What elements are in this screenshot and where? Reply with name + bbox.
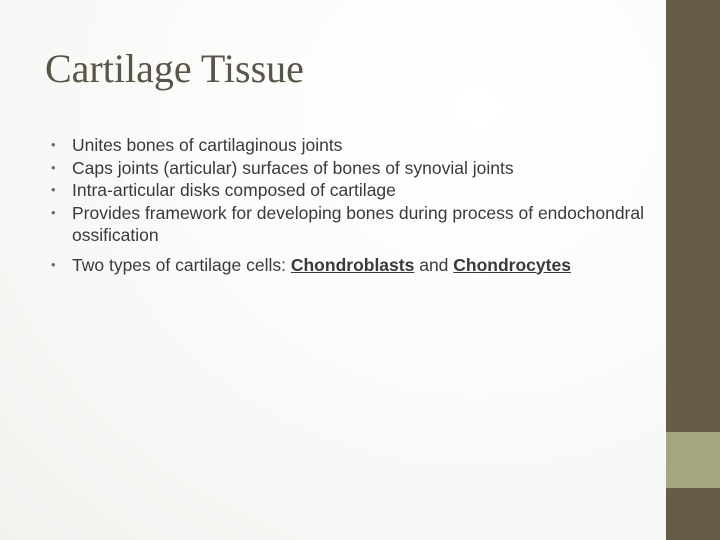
bullet-text-intro: Two types of cartilage cells:: [72, 254, 291, 275]
slide-title: Cartilage Tissue: [45, 46, 304, 91]
bullet-marker: •: [51, 159, 56, 175]
bullet-marker: •: [51, 182, 56, 197]
bullet-item: [51, 157, 651, 180]
bullet-marker: •: [51, 256, 56, 272]
bullet-text: Provides framework for developing bones during process of endochondral ossification: [72, 202, 644, 245]
sidebar-accent-band: [666, 432, 720, 488]
bullet-item: [51, 134, 651, 157]
bullet-list: [51, 134, 651, 276]
bullet-item: [51, 179, 651, 202]
bullet-marker: •: [51, 137, 56, 152]
term-chondrocytes: Chondrocytes: [453, 254, 571, 275]
bullet-text: Unites bones of cartilaginous joints: [72, 135, 343, 155]
bullet-marker: •: [51, 204, 56, 220]
sidebar-bar: [666, 0, 720, 540]
bullet-text: Caps joints (articular) surfaces of bones of synovial joints: [72, 157, 514, 178]
bullet-item: [51, 254, 651, 277]
bullet-item: [51, 202, 651, 247]
bullet-text-connector: and: [414, 254, 454, 275]
bullet-text: Intra-articular disks composed of cartilage: [72, 180, 396, 200]
term-chondroblasts: Chondroblasts: [290, 254, 415, 275]
